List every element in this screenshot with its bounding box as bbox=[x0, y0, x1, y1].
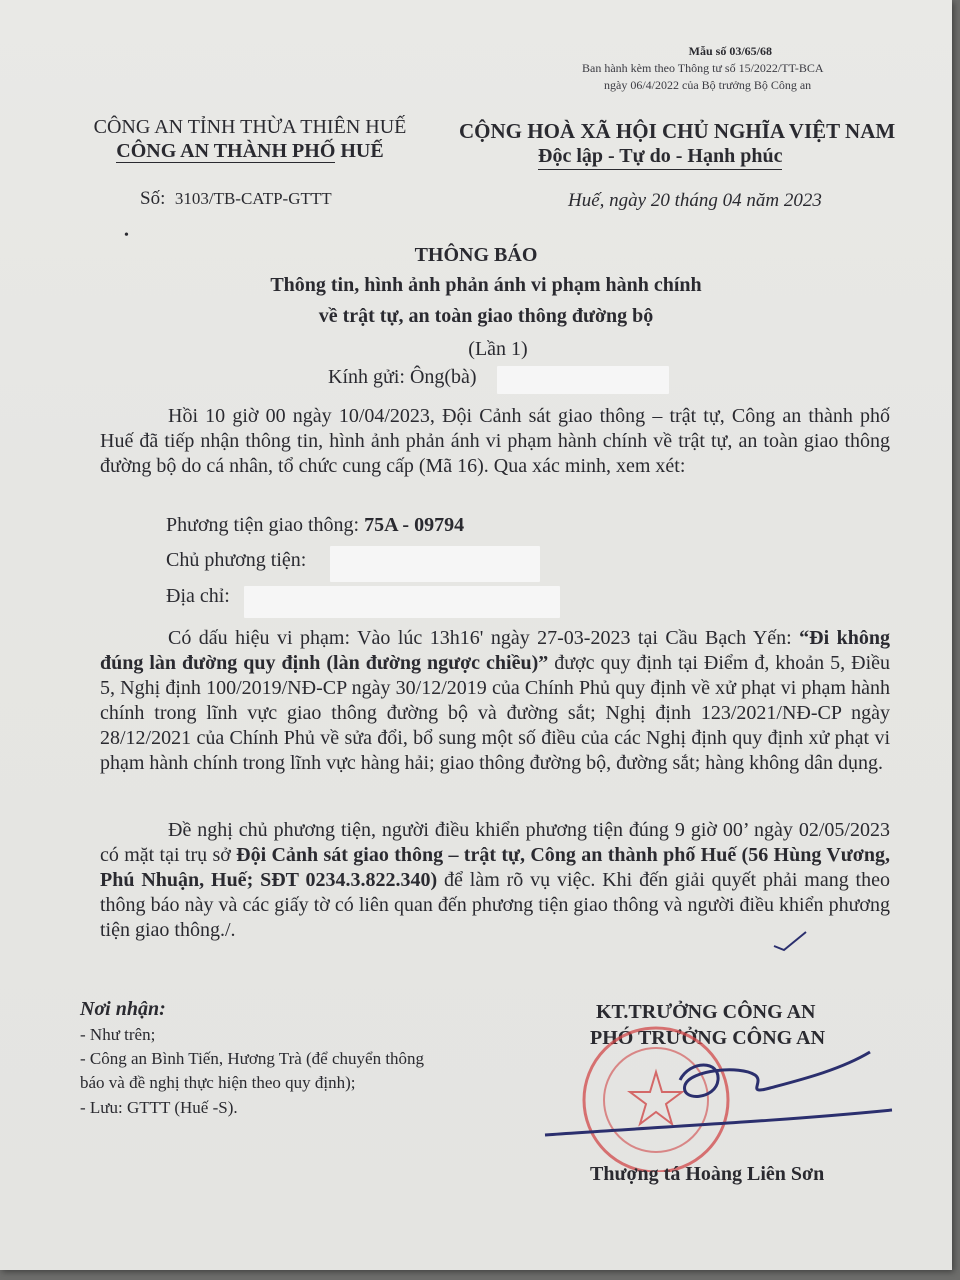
motto: Độc lập - Tự do - Hạnh phúc bbox=[538, 145, 782, 170]
violation-details: được quy định tại Điểm đ, khoản 5, Điều 5, Nghị định 100/2019/NĐ-CP ngày 30/12/2019 của Chính Phủ quy định về xử phạt vi phạm hành chính trong lĩnh vực giao thông đường bộ và đường sắt; Nghị định 123/2021/NĐ-CP ngày 28/12/2021 của Chính Phủ về sửa đổi, bổ sung một số điều của các Nghị định quy định xử phạt vi phạm hành chính trong lĩnh vực hàng hải; giao thông đường bộ, đường sắt; hàng không dân dụng. bbox=[100, 652, 890, 774]
request-part-a: Đề nghị chủ phương tiện, người điều khiển phương tiện đúng 9 giờ 00’ ngày 02/05/2023 có mặt tại trụ sở bbox=[100, 819, 890, 866]
signature-authority-1: KT.TRƯỞNG CÔNG AN bbox=[596, 1001, 816, 1023]
org-name-underlined: CÔNG AN THÀNH PHỐ bbox=[116, 140, 336, 162]
violation-paragraph bbox=[100, 626, 890, 776]
notice-subtitle-2: về trật tự, an toàn giao thông đường bộ bbox=[318, 305, 654, 327]
vehicle-plate: 75A - 09794 bbox=[364, 514, 465, 536]
notice-subtitle-1: Thông tin, hình ảnh phản ánh vi phạm hành chính bbox=[270, 274, 702, 296]
address-field bbox=[166, 585, 230, 608]
vehicle-field bbox=[166, 514, 464, 537]
ink-check-mark bbox=[770, 928, 810, 954]
recipients-title: Nơi nhận: bbox=[80, 998, 166, 1020]
violation-name: “Đi không đúng làn đường quy định (làn đường ngược chiều)” bbox=[100, 627, 890, 674]
owner-label: Chủ phương tiện: bbox=[166, 549, 307, 571]
recipients-item-3: - Lưu: GTTT (Huế -S). bbox=[80, 1098, 238, 1117]
recipients-item-2-cont: báo và đề nghị thực hiện theo quy định); bbox=[80, 1073, 356, 1092]
signature-underline bbox=[545, 1110, 892, 1135]
form-code: Mẫu số 03/65/68 bbox=[688, 44, 772, 58]
request-location: Đội Cảnh sát giao thông – trật tự, Công an thành phố Huế (56 Hùng Vương, Phú Nhuận, Huế; SĐT 0234.3.822.340) bbox=[100, 844, 890, 891]
form-issued-line2: ngày 06/4/2022 của Bộ trưởng Bộ Công an bbox=[604, 78, 812, 92]
doc-number-label: Số: bbox=[140, 188, 166, 209]
doc-number-value: 3103/TB-CATP-GTTT bbox=[174, 189, 332, 208]
notice-title: THÔNG BÁO bbox=[414, 244, 538, 266]
ink-dot: • bbox=[124, 228, 129, 243]
address-label: Địa chỉ: bbox=[166, 585, 230, 607]
org-name-tail: HUẾ bbox=[335, 140, 384, 162]
violation-intro: Có dấu hiệu vi phạm: Vào lúc 13h16' ngày 27-03-2023 tại Cầu Bạch Yến: bbox=[168, 627, 792, 649]
signature-stroke bbox=[680, 1052, 870, 1096]
date-line: Huế, ngày 20 tháng 04 năm 2023 bbox=[568, 190, 822, 211]
check-stroke bbox=[774, 932, 806, 950]
signature-authority-2: PHÓ TRƯỞNG CÔNG AN bbox=[590, 1027, 826, 1049]
intro-paragraph: Hồi 10 giờ 00 ngày 10/04/2023, Đội Cảnh sát giao thông – trật tự, Công an thành phố Huế đã tiếp nhận thông tin, hình ảnh phản ánh vi phạm hành chính về trật tự, an toàn giao thông đường bộ do cá nhân, tổ chức cung cấp (Mã 16). Qua xác minh, xem xét: bbox=[100, 405, 890, 477]
redacted-owner bbox=[330, 546, 540, 582]
doc-number bbox=[140, 188, 332, 210]
recipients-item-2: - Công an Bình Tiến, Hương Trà (để chuyển thông bbox=[80, 1049, 425, 1068]
owner-field bbox=[166, 549, 306, 572]
request-part-c: để làm rõ vụ việc. Khi đến giải quyết phải mang theo thông báo này và các giấy tờ có liên quan đến phương tiện giao thông và người điều khiển phương tiện giao thông./. bbox=[100, 869, 890, 941]
attempt-number: (Lần 1) bbox=[468, 338, 528, 360]
signer-name: Thượng tá Hoàng Liên Sơn bbox=[590, 1163, 825, 1185]
recipients-item-1: - Như trên; bbox=[80, 1025, 156, 1044]
org-parent: CÔNG AN TỈNH THỪA THIÊN HUẾ bbox=[93, 116, 407, 138]
vehicle-label: Phương tiện giao thông: bbox=[166, 514, 360, 536]
redacted-recipient bbox=[497, 366, 669, 394]
org-name bbox=[80, 140, 420, 163]
form-issued-line1: Ban hành kèm theo Thông tư số 15/2022/TT-BCA bbox=[582, 61, 824, 75]
request-paragraph bbox=[100, 818, 890, 943]
redacted-address bbox=[244, 586, 560, 618]
recipient-label: Kính gửi: Ông(bà) bbox=[328, 366, 477, 388]
nation-title: CỘNG HOÀ XÃ HỘI CHỦ NGHĨA VIỆT NAM bbox=[459, 119, 896, 143]
handwritten-signature bbox=[540, 1040, 900, 1140]
